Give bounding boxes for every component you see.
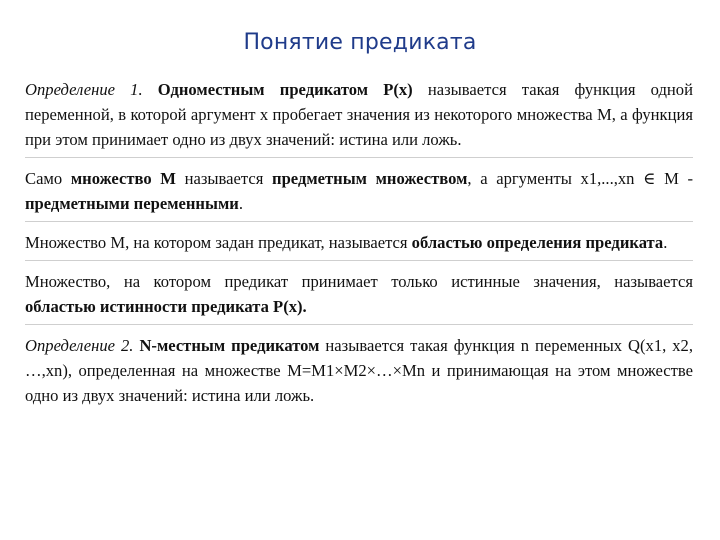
paragraph-truth-set — [25, 268, 693, 319]
separator — [25, 152, 693, 158]
term-set-m: множество М — [70, 169, 176, 188]
definition-1-term: Одноместным предикатом Р(х) — [157, 80, 413, 99]
element-of-symbol: ∈ — [643, 169, 656, 188]
text: Множество, на котором предикат принимает только истинные значения, называется — [25, 272, 693, 291]
text: . — [238, 194, 243, 213]
paragraph-domain — [25, 229, 693, 255]
text: , а аргументы х1,...,хn — [467, 169, 644, 188]
text: М - — [655, 169, 693, 188]
slide-title: Понятие предиката — [243, 30, 477, 55]
separator — [25, 216, 693, 222]
definition-2-term: N-местным предикатом — [139, 336, 320, 355]
paragraph-subject-set — [25, 165, 693, 216]
separator — [25, 319, 693, 325]
separator — [25, 255, 693, 261]
term-domain: областью определения предиката — [411, 233, 664, 252]
term-subject-variables: предметными переменными — [25, 194, 239, 213]
definition-2-label: Определение 2. — [25, 336, 134, 355]
text: Само — [25, 169, 71, 188]
term-subject-set: предметным множеством — [272, 169, 468, 188]
text: . — [663, 233, 668, 252]
definition-2-text: называется такая функция n переменных Q(x1, x2, …,xn), определенная на множестве М=М1×М2×…×Мn и принимающая на этом множестве одно из двух значений: истина или ложь. — [25, 336, 693, 405]
term-truth-set: областью истинности предиката Р(х). — [25, 297, 307, 316]
paragraph-definition-2 — [25, 332, 693, 408]
slide-content — [25, 76, 693, 408]
text: называется — [175, 169, 273, 188]
definition-1-label: Определение 1. — [25, 80, 143, 99]
paragraph-definition-1 — [25, 76, 693, 152]
text: Множество М, на котором задан предикат, называется — [25, 233, 412, 252]
definition-1-text: называется такая функция одной переменной, в которой аргумент х пробегает значения из некоторого множества М, а функция при этом принимает одно из двух значений: истина или ложь. — [25, 80, 693, 149]
